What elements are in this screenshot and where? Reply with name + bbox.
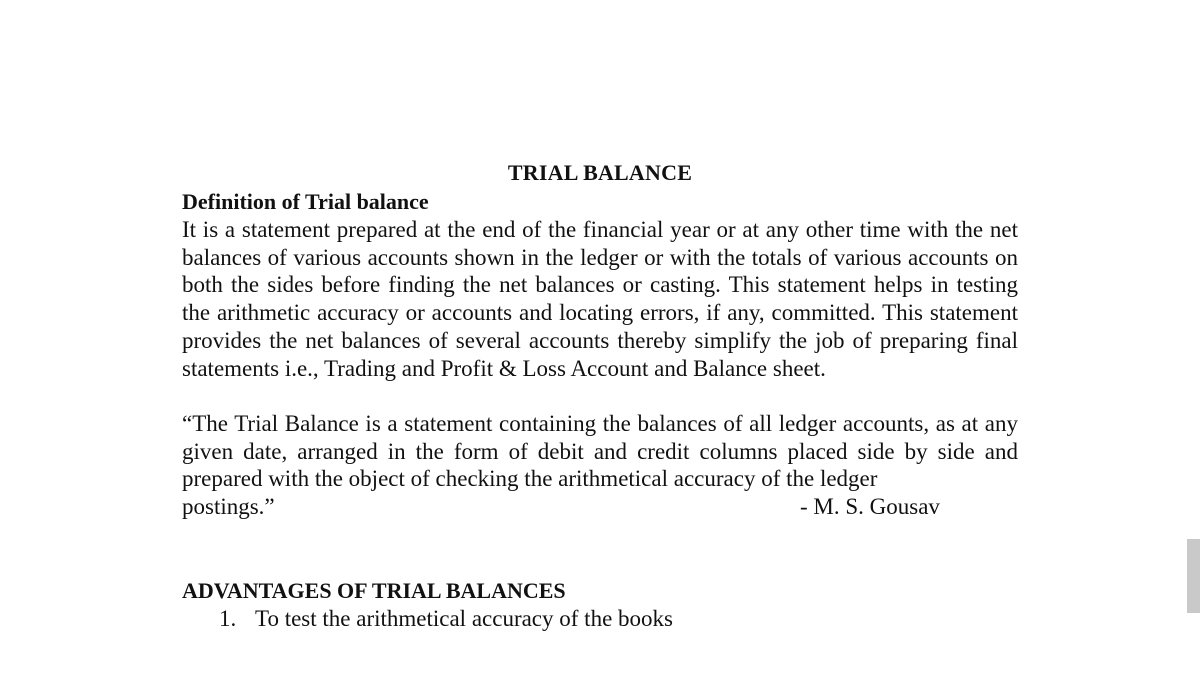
advantages-list: [219, 605, 673, 633]
definition-heading: Definition of Trial balance: [182, 189, 429, 214]
advantage-item: [219, 605, 673, 633]
quote-end-text: postings.”: [182, 494, 275, 519]
advantage-number: 1.: [219, 606, 237, 631]
document-title: TRIAL BALANCE: [507, 160, 693, 185]
scrollbar-thumb[interactable]: [1187, 539, 1200, 613]
definition-paragraph: It is a statement prepared at the end of the financial year or at any other time with the net balances of various accounts shown in the ledger or with the totals of various accounts on both the sides before finding the net balances or casting. This statement helps in testing the arithmetic accuracy or accounts and locating errors, if any, committed. This statement provides the net balances of several accounts thereby simplify the job of preparing final statements i.e., Trading and Profit & Loss Account and Balance sheet.: [182, 217, 1018, 381]
quote-author: - M. S. Gousav: [800, 494, 940, 519]
advantages-heading: ADVANTAGES OF TRIAL BALANCES: [182, 578, 566, 603]
quote-paragraph: “The Trial Balance is a statement containing the balances of all ledger accounts, as at any given date, arranged in the form of debit and credit columns placed side by side and prepared with the object of checking the arithmetical accuracy of the ledger: [182, 411, 1018, 492]
advantage-text: To test the arithmetical accuracy of the books: [255, 606, 673, 631]
